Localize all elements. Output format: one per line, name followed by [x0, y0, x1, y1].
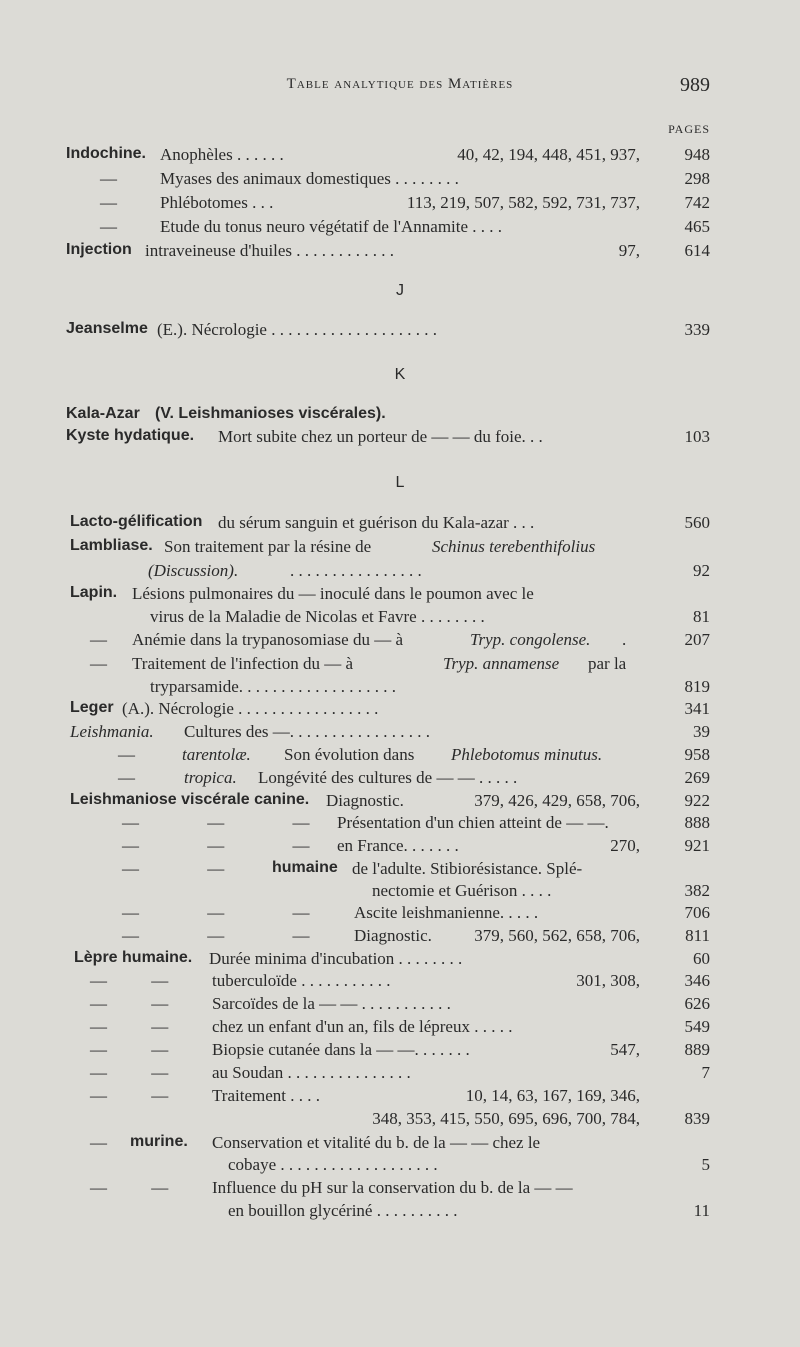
dash-mark: — — [100, 193, 117, 212]
entry-subject: tryparsamide. . . . . . . . . . . . . . . . . . . — [150, 677, 396, 696]
entry-tail: . — [622, 630, 627, 649]
dash-mark: — — [90, 630, 107, 649]
entry-tail: par la — [588, 654, 627, 673]
index-entry-lapin-cont — [0, 607, 800, 629]
dash-mark: — — [118, 745, 135, 764]
index-entry-lepre-traitement-cont — [0, 1109, 800, 1131]
dash-marks: — — — [90, 994, 169, 1013]
dash-mark: — — [118, 768, 135, 787]
entry-species-italic: Schinus terebenthifolius — [432, 537, 596, 556]
entry-subject: Etude du tonus neuro végétatif de l'Annamite . . . . — [160, 217, 503, 236]
entry-page: 839 — [684, 1109, 710, 1128]
entry-references: 270, — [610, 836, 640, 855]
pages-column-label: PAGES — [668, 122, 710, 136]
entry-subject: . . . . . . . . . . . . . . . . — [290, 561, 422, 580]
entry-page: 103 — [684, 427, 710, 446]
index-entry-indochine-tonus — [0, 217, 800, 239]
entry-italic: (Discussion). — [148, 561, 239, 580]
index-entry-lepre-traitement — [0, 1086, 800, 1108]
index-entry-jeanselme — [0, 320, 800, 342]
entry-subject: tuberculoïde . . . . . . . . . . . — [212, 971, 391, 990]
entry-page: 921 — [684, 836, 710, 855]
dash-marks: — — — — [122, 813, 310, 832]
entry-page: 889 — [684, 1040, 710, 1059]
dash-marks: — — — — [122, 926, 310, 945]
index-entry-indochine-myases — [0, 169, 800, 191]
entry-subject: Conservation et vitalité du b. de la — — chez le — [212, 1133, 541, 1152]
index-entry-lepre-tuberculoide — [0, 971, 800, 993]
index-entry-indochine — [0, 145, 800, 167]
entry-references: 379, 426, 429, 658, 706, — [474, 791, 640, 810]
index-entry-leishmania-tropica — [0, 768, 800, 790]
entry-subject: Sarcoïdes de la — — . . . . . . . . . . . — [212, 994, 451, 1013]
dash-marks: — — — — [122, 903, 310, 922]
entry-subject: Diagnostic. — [354, 926, 432, 945]
index-entry-lambliase-cont — [0, 561, 800, 583]
entry-term: Lambliase. — [70, 537, 153, 554]
dash-marks: — — — [122, 859, 225, 878]
entry-subject: nectomie et Guérison . . . . — [372, 881, 552, 900]
entry-subject: Mort subite chez un porteur de — — du foie. . . — [218, 427, 543, 446]
entry-term-italic: Leishmania. — [70, 722, 154, 741]
index-entry-lepre — [0, 949, 800, 971]
entry-page: 819 — [684, 677, 710, 696]
entry-term: Lacto-gélification — [70, 513, 203, 530]
dash-mark: — — [100, 217, 117, 236]
dash-marks: — — — [90, 971, 169, 990]
entry-term: Leger — [70, 699, 114, 716]
section-letter-l: L — [395, 474, 405, 491]
entry-subject: Cultures des —. . . . . . . . . . . . . . . . . — [184, 722, 431, 741]
entry-term: Leishmaniose viscérale canine. — [70, 791, 310, 808]
index-entry-leger — [0, 699, 800, 721]
entry-references: 10, 14, 63, 167, 169, 346, — [465, 1086, 640, 1105]
entry-subject: Biopsie cutanée dans la — —. . . . . . . — [212, 1040, 470, 1059]
entry-subject: Phlébotomes . . . — [160, 193, 274, 212]
entry-subject: Ascite leishmanienne. . . . . — [354, 903, 539, 922]
entry-subject: Son évolution dans — [284, 745, 415, 764]
entry-page: 742 — [684, 193, 710, 212]
entry-term: Lapin. — [70, 584, 118, 601]
dash-mark: — — [90, 654, 107, 673]
entry-term: Indochine. — [66, 145, 146, 162]
entry-page: 298 — [684, 169, 710, 188]
entry-references: 113, 219, 507, 582, 592, 731, 737, — [406, 193, 640, 212]
entry-page: 922 — [684, 791, 710, 810]
entry-subject: en bouillon glycériné . . . . . . . . . . — [228, 1201, 458, 1220]
entry-page: 207 — [684, 630, 710, 649]
index-entry-kyste — [0, 427, 800, 449]
entry-page: 948 — [684, 145, 710, 164]
entry-page: 11 — [693, 1201, 710, 1220]
index-entry-lapin-anemie — [0, 630, 800, 652]
entry-page: 60 — [693, 949, 710, 968]
entry-page: 92 — [693, 561, 710, 580]
entry-page: 269 — [684, 768, 710, 787]
entry-page: 339 — [684, 320, 710, 339]
entry-subject: intraveineuse d'huiles . . . . . . . . . . . . — [145, 241, 395, 260]
entry-page: 706 — [684, 903, 710, 922]
index-entry-lambliase — [0, 537, 800, 559]
entry-species-italic: tropica. — [184, 768, 237, 787]
entry-term: Lèpre humaine. — [74, 949, 193, 966]
index-entry-leishmania — [0, 722, 800, 744]
index-entry-lepre-murine-cont — [0, 1155, 800, 1177]
entry-page: 958 — [684, 745, 710, 764]
entry-page: 614 — [684, 241, 710, 260]
index-entry-lepre-soudan — [0, 1063, 800, 1085]
entry-page: 7 — [701, 1063, 710, 1082]
entry-subject: Traitement de l'infection du — à — [132, 654, 354, 673]
dash-marks: — — — [90, 1063, 169, 1082]
entry-page: 382 — [684, 881, 710, 900]
index-entry-kala-azar — [0, 405, 800, 427]
dash-marks: — — — [90, 1040, 169, 1059]
entry-subject: (E.). Nécrologie . . . . . . . . . . . . . . . . . . . . — [157, 320, 437, 339]
entry-references: 301, 308, — [576, 971, 640, 990]
index-entry-lepre-murine — [0, 1133, 800, 1155]
entry-term: Jeanselme — [66, 320, 148, 337]
entry-page: 341 — [684, 699, 710, 718]
entry-page: 5 — [701, 1155, 710, 1174]
entry-subject: virus de la Maladie de Nicolas et Favre . . . . . . . . — [150, 607, 485, 626]
dash-mark: — — [100, 169, 117, 188]
index-entry-lapin-traitement — [0, 654, 800, 676]
index-entry-leishmaniose-ascite — [0, 903, 800, 925]
index-entry-lepre-biopsie — [0, 1040, 800, 1062]
entry-term: Kyste hydatique. — [66, 427, 195, 444]
entry-subject: Durée minima d'incubation . . . . . . . . — [209, 949, 463, 968]
entry-term: humaine — [272, 859, 338, 876]
entry-references: 97, — [618, 241, 640, 260]
index-entry-lepre-enfant — [0, 1017, 800, 1039]
entry-references: 40, 42, 194, 448, 451, 937, — [457, 145, 640, 164]
dash-mark: — — [90, 1133, 107, 1152]
section-letter-k: K — [394, 366, 406, 383]
entry-subject: Traitement . . . . — [212, 1086, 320, 1105]
index-entry-leishmaniose-diagnostic — [0, 926, 800, 948]
entry-references: 547, — [610, 1040, 640, 1059]
index-entry-leishmaniose-france — [0, 836, 800, 858]
entry-page: 888 — [684, 813, 710, 832]
entry-subject: de l'adulte. Stibiorésistance. Splé- — [352, 859, 583, 878]
entry-species-italic: Tryp. congolense. — [470, 630, 591, 649]
entry-subject: Longévité des cultures de — — . . . . . — [258, 768, 518, 787]
entry-page: 465 — [684, 217, 710, 236]
entry-subject: Son traitement par la résine de — [164, 537, 372, 556]
page-number: 989 — [680, 74, 710, 96]
entry-references: 348, 353, 415, 550, 695, 696, 700, 784, — [372, 1109, 640, 1128]
entry-subject: au Soudan . . . . . . . . . . . . . . . — [212, 1063, 411, 1082]
entry-references: 379, 560, 562, 658, 706, — [474, 926, 640, 945]
entry-term: murine. — [130, 1133, 188, 1150]
dash-marks: — — — [90, 1086, 169, 1105]
index-entry-injection — [0, 241, 800, 263]
entry-species-italic: Tryp. annamense — [443, 654, 560, 673]
entry-subject: Lésions pulmonaires du — inoculé dans le poumon avec le — [132, 584, 534, 603]
index-entry-leishmaniose-humaine-cont — [0, 881, 800, 903]
entry-page: 549 — [684, 1017, 710, 1036]
entry-species-italic-2: Phlebotomus minutus. — [451, 745, 603, 764]
entry-subject: Anophèles . . . . . . — [160, 145, 284, 164]
entry-term: Kala-Azar — [66, 405, 140, 422]
entry-subject: chez un enfant d'un an, fils de lépreux . . . . . — [212, 1017, 513, 1036]
entry-subject: en France. . . . . . . — [337, 836, 459, 855]
index-entry-leishmania-tarentolae — [0, 745, 800, 767]
dash-marks: — — — [90, 1178, 169, 1197]
entry-page: 560 — [684, 513, 710, 532]
entry-term: Injection — [66, 241, 132, 258]
index-entry-leishmaniose-canine — [0, 791, 800, 813]
entry-species-italic: tarentolæ. — [182, 745, 251, 764]
index-entry-leishmaniose-humaine — [0, 859, 800, 881]
entry-subject: (A.). Nécrologie . . . . . . . . . . . . . . . . . — [122, 699, 379, 718]
entry-subject: du sérum sanguin et guérison du Kala-azar . . . — [218, 513, 535, 532]
entry-page: 81 — [693, 607, 710, 626]
index-entry-lacto — [0, 513, 800, 535]
index-entry-lapin-traitement-cont — [0, 677, 800, 699]
running-header-title: Table analytique des Matières — [286, 76, 514, 92]
entry-page: 811 — [685, 926, 710, 945]
entry-page: 626 — [684, 994, 710, 1013]
section-letter-j: J — [396, 282, 404, 299]
dash-marks: — — — [90, 1017, 169, 1036]
dash-marks: — — — — [122, 836, 310, 855]
index-entry-indochine-phlebotomes — [0, 193, 800, 215]
entry-subject: cobaye . . . . . . . . . . . . . . . . . . . — [228, 1155, 438, 1174]
entry-subject: Diagnostic. — [326, 791, 404, 810]
entry-page: 39 — [693, 722, 710, 741]
entry-subject: Anémie dans la trypanosomiase du — à — [132, 630, 403, 649]
index-entry-lepre-murine-ph — [0, 1178, 800, 1200]
index-entry-leishmaniose-presentation — [0, 813, 800, 835]
entry-subject: Présentation d'un chien atteint de — —. — [337, 813, 609, 832]
entry-subject: Myases des animaux domestiques . . . . . . . . — [160, 169, 459, 188]
index-entry-lepre-sarcoides — [0, 994, 800, 1016]
entry-subject: (V. Leishmanioses viscérales). — [155, 405, 386, 422]
index-entry-lepre-murine-ph-cont — [0, 1201, 800, 1223]
entry-subject: Influence du pH sur la conservation du b. de la — — — [212, 1178, 573, 1197]
index-entry-lapin — [0, 584, 800, 606]
entry-page: 346 — [684, 971, 710, 990]
